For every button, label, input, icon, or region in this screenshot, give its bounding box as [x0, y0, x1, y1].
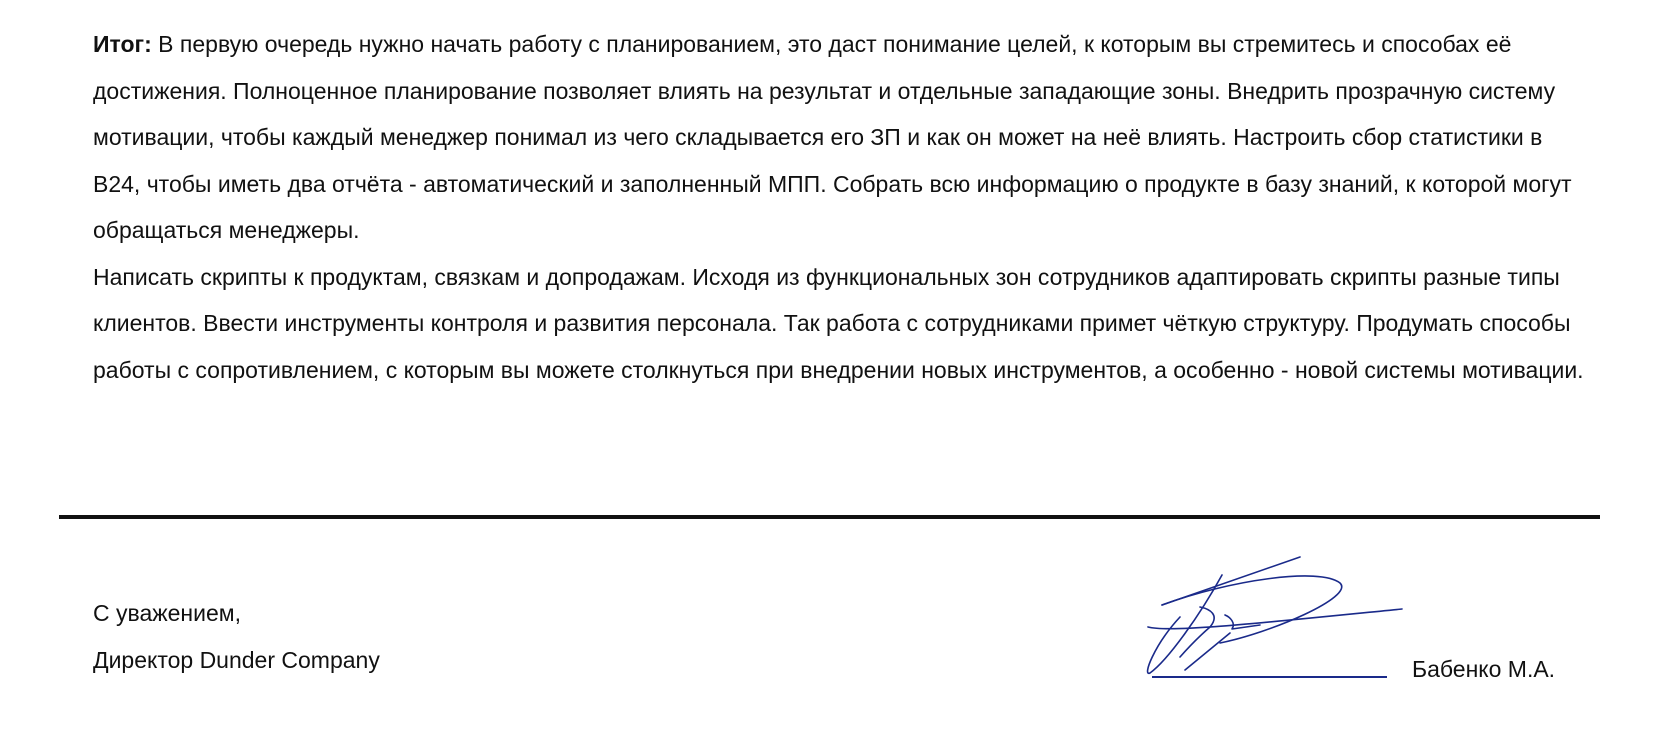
closing-block: [93, 590, 380, 683]
signer-name: Бабенко М.А.: [1412, 656, 1556, 682]
closing-title: Директор Dunder Company: [93, 646, 380, 673]
summary-label: Итог:: [93, 31, 152, 57]
summary-text-1: В первую очередь нужно начать работу с планированием, это даст понимание целей, к которым вы стремитесь и способах её достижения. Полноценное планирование позволяет влиять на результат и отдельные западающие зоны. Внедрить прозрачную систему мотивации, чтобы каждый менеджер понимал из чего складывается его ЗП и как он может на неё влиять. Настроить сбор статистики в B24, чтобы иметь два отчёта - автоматический и заполненный МПП. Собрать всю информацию о продукте в базу знаний, к которой могут обращаться менеджеры.: [93, 31, 1572, 243]
signature-image: [1140, 545, 1420, 685]
summary-paragraph-2: Написать скрипты к продуктам, связкам и допродажам. Исходя из функциональных зон сотрудников адаптировать скрипты разные типы клиентов. Ввести инструменты контроля и развития персонала. Так работа с сотрудниками примет чёткую структуру. Продумать способы работы с сопротивлением, с которым вы можете столкнуться при внедрении новых инструментов, а особенно - новой системы мотивации.: [93, 263, 1584, 383]
closing-regards: С уважением,: [93, 600, 241, 626]
signature-line: [1152, 676, 1387, 678]
summary-paragraph-1: [93, 21, 1593, 254]
summary-section: [93, 21, 1593, 393]
divider: [59, 515, 1600, 519]
